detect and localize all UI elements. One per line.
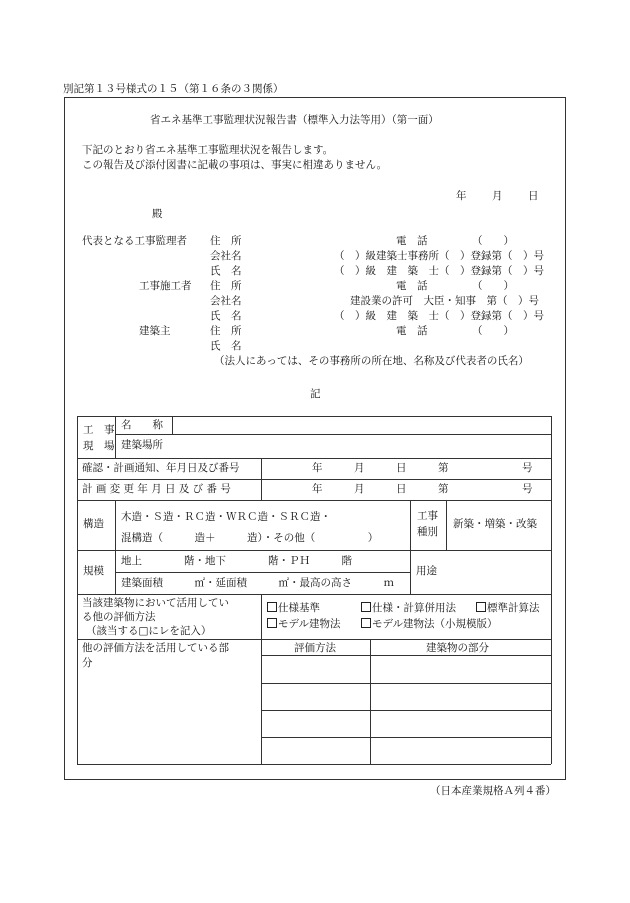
table-line (261, 458, 262, 500)
owner-name-label: 氏 名 (210, 340, 242, 352)
addressee: 殿 (152, 208, 163, 220)
table-line (172, 416, 173, 434)
use-label: 用途 (416, 565, 437, 577)
other-eval-label-1: 他の評価方法を活用している部 (82, 642, 229, 654)
plan-change-label: 計 画 変 更 年 月 日 及 び 番 号 (82, 483, 231, 495)
supervisor-address-label: 住 所 (210, 235, 242, 247)
eval-option-standard-calc[interactable] (476, 602, 540, 614)
table-line (77, 416, 551, 417)
table-line (446, 500, 447, 550)
eval-label-3: （該当する□にレを記入） (86, 625, 212, 637)
eval-option-model[interactable] (267, 618, 340, 630)
footer-paper-size: （日本産業規格Ａ列４番） (430, 785, 556, 797)
checkbox[interactable] (361, 602, 371, 612)
eval-option-label: 仕様・計算併用法 (372, 602, 456, 614)
contractor-address-label: 住 所 (210, 280, 242, 292)
table-line (261, 594, 262, 764)
eval-option-label: モデル建物法 (278, 618, 341, 630)
checkbox[interactable] (476, 602, 486, 612)
confirmation-date-number: 年 月 日 第 号 (312, 462, 533, 474)
table-line (261, 683, 551, 684)
work-type-label-1: 工事 (417, 510, 438, 522)
work-type-label-2: 種別 (417, 526, 438, 538)
table-line (551, 416, 552, 764)
table-line (77, 550, 551, 551)
supervisor-phone-paren: （ ） (472, 235, 514, 247)
supervisor-office-registration: （ ）級建築士事務所（ ）登録第（ ）号 (334, 250, 544, 262)
eval-option-spec-calc[interactable] (361, 602, 456, 614)
site-label-1: 工 事 (83, 424, 115, 436)
scale-label: 規模 (83, 565, 104, 577)
supervisor-phone-label: 電 話 (396, 235, 428, 247)
table-line (77, 458, 551, 459)
eval-label-1: 当該建築物において活用してい (82, 597, 229, 609)
column-building-part: 建築物の部分 (426, 642, 489, 654)
intro-line-2: この報告及び添付図書に記載の事項は、事実に相違ありません。 (82, 159, 388, 171)
owner-address-label: 住 所 (210, 325, 242, 337)
eval-option-label: 仕様基準 (278, 602, 320, 614)
table-line (115, 434, 551, 435)
eval-label-2: る他の評価方法 (82, 611, 156, 623)
contractor-phone-label: 電 話 (396, 280, 428, 292)
owner-label: 建築主 (139, 325, 171, 337)
date-month: 月 (492, 190, 503, 202)
contractor-phone-paren: （ ） (472, 280, 514, 292)
table-line (77, 416, 78, 764)
table-line (77, 479, 551, 480)
ki-heading: 記 (310, 388, 321, 400)
supervisor-company-label: 会社名 (210, 250, 242, 262)
table-line (115, 572, 410, 573)
eval-option-label: 標準計算法 (487, 602, 540, 614)
table-line (370, 639, 371, 764)
supervisor-label: 代表となる工事監理者 (82, 235, 187, 247)
site-location-label: 建築場所 (121, 439, 163, 451)
structure-label: 構造 (83, 518, 104, 530)
corporate-note: （法人にあっては、その事務所の所在地、名称及び代表者の氏名） (214, 355, 529, 367)
eval-option-spec[interactable] (267, 602, 320, 614)
table-line (115, 416, 116, 458)
supervisor-name-label: 氏 名 (210, 265, 242, 277)
form-reference: 別記第１３号様式の１５（第１６条の３関係） (63, 83, 284, 95)
scale-floors: 地上 階・地下 階・ＰＨ 階 (121, 555, 352, 567)
column-eval-method: 評価方法 (294, 642, 336, 654)
form-title: 省エネ基準工事監理状況報告書（標準入力法等用）（第一面） (150, 114, 439, 126)
site-name-label: 名 称 (121, 419, 163, 431)
checkbox[interactable] (267, 618, 277, 628)
date-day: 日 (528, 190, 539, 202)
contractor-company-label: 会社名 (210, 295, 242, 307)
plan-change-date-number: 年 月 日 第 号 (312, 483, 533, 495)
table-line (77, 764, 551, 765)
owner-phone-label: 電 話 (396, 325, 428, 337)
contractor-name-label: 氏 名 (210, 310, 242, 322)
contractor-label: 工事施工者 (139, 280, 192, 292)
site-label-2: 現 場 (83, 440, 115, 452)
supervisor-architect-registration: （ ）級 建 築 士（ ）登録第（ ）号 (334, 265, 544, 277)
eval-option-label: モデル建物法（小規模版） (372, 618, 498, 630)
checkbox[interactable] (361, 618, 371, 628)
structure-options-1: 木造・Ｓ造・ＲＣ造・ＷＲＣ造・ＳＲＣ造・ (121, 511, 331, 523)
intro-line-1: 下記のとおり省エネ基準工事監理状況を報告します。 (82, 144, 334, 156)
table-line (410, 500, 411, 594)
date-year: 年 (456, 190, 467, 202)
table-line (261, 737, 551, 738)
contractor-builder-license: 建設業の許可 大臣・知事 第（ ）号 (350, 295, 539, 307)
table-line (77, 594, 551, 595)
confirmation-label: 確認・計画通知、年月日及び番号 (82, 462, 240, 474)
table-line (115, 500, 116, 594)
owner-phone-paren: （ ） (472, 325, 514, 337)
work-type-options: 新築・増築・改築 (453, 518, 537, 530)
contractor-architect-registration: （ ）級 建 築 士（ ）登録第（ ）号 (334, 310, 544, 322)
scale-areas-height: 建築面積 ㎡・延面積 ㎡・最高の高さ ｍ (121, 577, 394, 589)
table-line (77, 500, 551, 501)
table-line (261, 655, 551, 656)
structure-options-2: 混構造（ 造＋ 造）・その他（ ） (121, 532, 379, 544)
eval-option-model-small[interactable] (361, 618, 497, 630)
table-line (261, 710, 551, 711)
other-eval-label-2: 分 (82, 657, 93, 669)
table-line (77, 639, 551, 640)
checkbox[interactable] (267, 602, 277, 612)
